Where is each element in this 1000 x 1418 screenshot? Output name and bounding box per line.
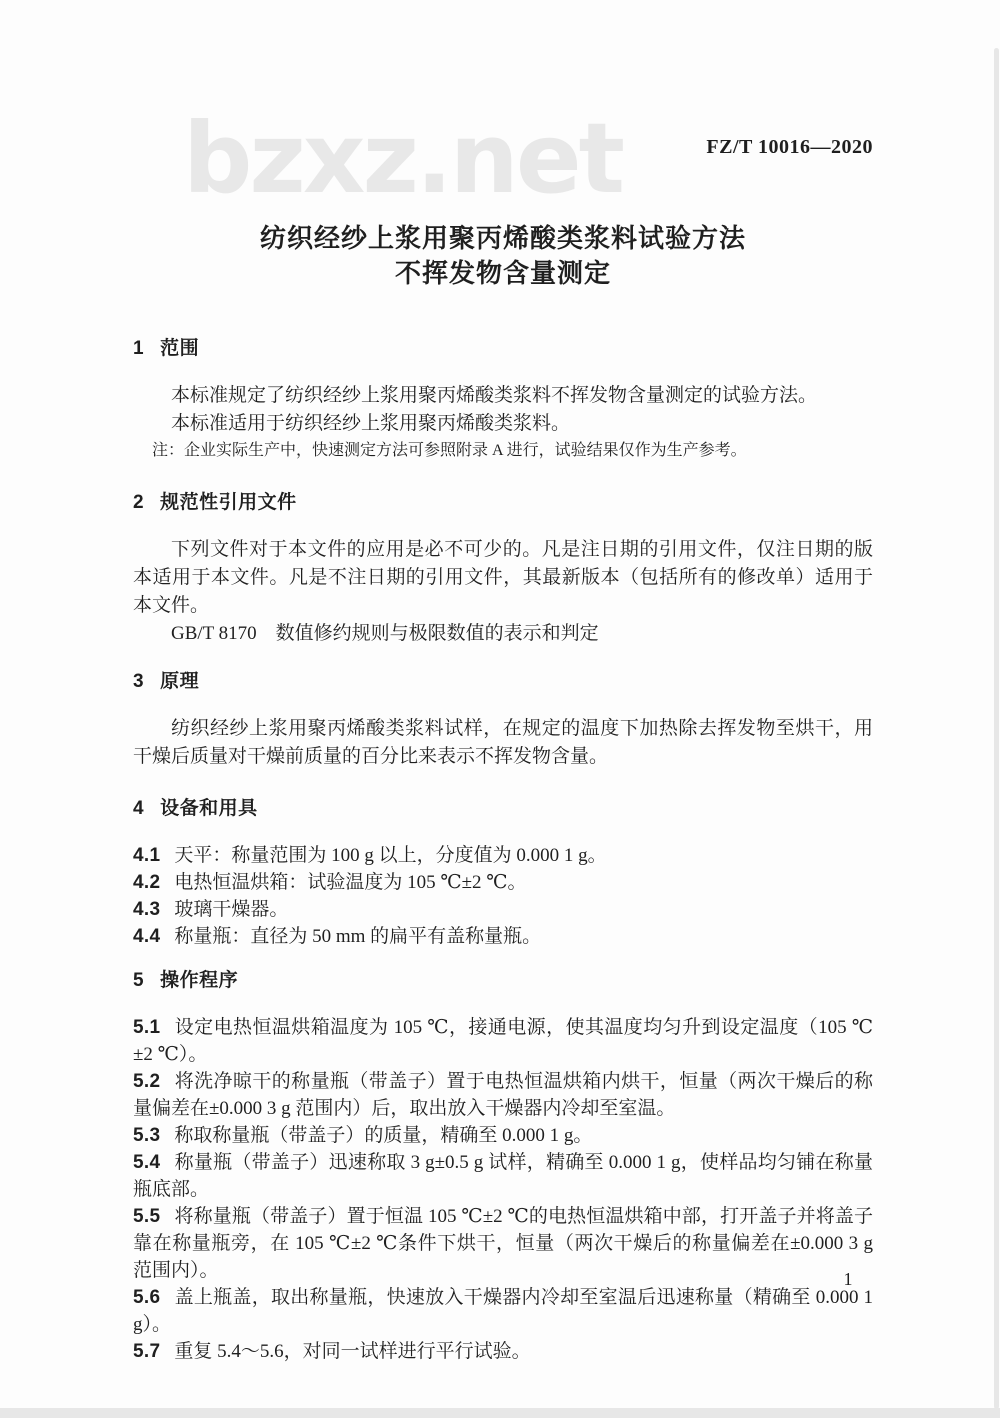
paragraph: 本标准规定了纺织经纱上浆用聚丙烯酸类浆料不挥发物含量测定的试验方法。	[171, 385, 818, 406]
clause-number: 4.3	[133, 899, 161, 920]
section-number: 3	[133, 671, 145, 692]
bzxz-watermark: bzxz.net	[183, 102, 622, 215]
clause-text: 电热恒温烘箱：试验温度为 105 ℃±2 ℃。	[174, 872, 527, 893]
section-number: 4	[133, 798, 145, 819]
clause-text: 称量瓶（带盖子）迅速称取 3 g±0.5 g 试样，精确至 0.000 1 g，使样品均匀铺在称量瓶底部。	[133, 1152, 873, 1200]
section-heading	[133, 669, 873, 695]
document-body	[133, 336, 873, 1365]
scan-edge-bottom	[0, 1408, 1000, 1418]
clause-text: 将洗净晾干的称量瓶（带盖子）置于电热恒温烘箱内烘干，恒量（两次干燥后的称量偏差在±0.000 3 g 范围内）后，取出放入干燥器内冷却至室温。	[133, 1071, 873, 1119]
doc-title-line-2: 不挥发物含量测定	[394, 258, 611, 288]
clause-4.3	[133, 896, 873, 923]
clause-text: 玻璃干燥器。	[174, 899, 289, 920]
section-3	[133, 669, 873, 771]
clause-text: 设定电热恒温烘箱温度为 105 ℃，接通电源，使其温度均匀升到设定温度（105 ℃±2 ℃）。	[133, 1017, 873, 1065]
section-5	[133, 968, 873, 1365]
clause-number: 4.4	[133, 926, 161, 947]
paragraph: 纺织经纱上浆用聚丙烯酸类浆料试样，在规定的温度下加热除去挥发物至烘干，用干燥后质量对干燥前质量的百分比来表示不挥发物含量。	[133, 718, 873, 767]
clause-number: 4.1	[133, 845, 161, 866]
clause-4.2	[133, 869, 873, 896]
section-number: 2	[133, 492, 145, 513]
clause-5.5	[133, 1203, 873, 1284]
clause-4.4	[133, 923, 873, 950]
section-title: 规范性引用文件	[160, 492, 297, 513]
clause-number: 5.1	[133, 1017, 161, 1038]
clause-5.3	[133, 1122, 873, 1149]
section-1	[133, 336, 873, 464]
clause-5.6	[133, 1284, 873, 1338]
section-number: 1	[133, 338, 145, 359]
paragraph: GB/T 8170 数值修约规则与极限数值的表示和判定	[171, 623, 599, 644]
clause-text: 将称量瓶（带盖子）置于恒温 105 ℃±2 ℃的电热恒温烘箱中部，打开盖子并将盖子靠在称量瓶旁，在 105 ℃±2 ℃条件下烘干，恒量（两次干燥后的称量偏差在±0.000 3 g 范围内）。	[133, 1206, 873, 1281]
page-number: 1	[843, 1269, 853, 1289]
section-heading	[133, 336, 873, 362]
scan-edge-right	[994, 48, 999, 1409]
clause-number: 5.3	[133, 1125, 161, 1146]
clause-number: 4.2	[133, 872, 161, 893]
section-number: 5	[133, 970, 145, 991]
clause-number: 5.4	[133, 1152, 161, 1173]
clause-5.7	[133, 1338, 873, 1365]
page-content	[133, 0, 873, 1365]
clause-number: 5.2	[133, 1071, 161, 1092]
clause-number: 5.7	[133, 1341, 161, 1362]
section-heading	[133, 796, 873, 822]
section-2	[133, 490, 873, 648]
doc-title-line-1: 纺织经纱上浆用聚丙烯酸类浆料试验方法	[259, 223, 746, 253]
section-title: 设备和用具	[160, 798, 258, 819]
clause-text: 天平：称量范围为 100 g 以上，分度值为 0.000 1 g。	[174, 845, 607, 866]
section-4	[133, 796, 873, 950]
section-heading	[133, 490, 873, 516]
section-heading	[133, 968, 873, 994]
standard-number: FZ/T 10016—2020	[706, 136, 873, 158]
clause-text: 称量瓶：直径为 50 mm 的扁平有盖称量瓶。	[174, 926, 542, 947]
paragraph: 本标准适用于纺织经纱上浆用聚丙烯酸类浆料。	[171, 413, 571, 434]
clause-5.4	[133, 1149, 873, 1203]
clause-number: 5.5	[133, 1206, 161, 1227]
section-title: 操作程序	[160, 970, 239, 991]
paragraph: 下列文件对于本文件的应用是必不可少的。凡是注日期的引用文件，仅注日期的版本适用于本文件。凡是不注日期的引用文件，其最新版本（包括所有的修改单）适用于本文件。	[133, 539, 873, 616]
section-title: 原理	[160, 671, 200, 692]
clause-number: 5.6	[133, 1287, 161, 1308]
clause-text: 重复 5.4～5.6，对同一试样进行平行试验。	[174, 1341, 531, 1362]
section-note: 注：企业实际生产中，快速测定方法可参照附录 A 进行，试验结果仅作为生产参考。	[152, 442, 747, 459]
clause-5.1	[133, 1014, 873, 1068]
clause-5.2	[133, 1068, 873, 1122]
clause-4.1	[133, 842, 873, 869]
clause-text: 盖上瓶盖，取出称量瓶，快速放入干燥器内冷却至室温后迅速称量（精确至 0.000 1 g）。	[133, 1287, 873, 1335]
section-title: 范围	[160, 338, 200, 359]
doc-title	[133, 221, 873, 291]
clause-text: 称取称量瓶（带盖子）的质量，精确至 0.000 1 g。	[174, 1125, 593, 1146]
